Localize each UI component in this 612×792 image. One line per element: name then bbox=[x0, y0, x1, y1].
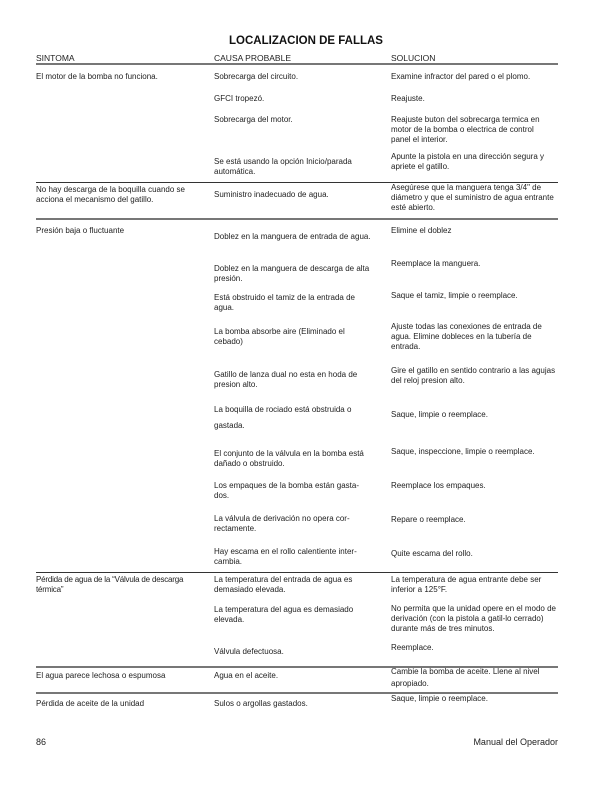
solution: Reemplace. bbox=[391, 643, 434, 652]
cause: Se está usando la opción Inicio/parada automática. bbox=[214, 157, 352, 176]
divider bbox=[36, 63, 558, 65]
solution: La temperatura de agua entrante debe ser inferior a 125°F. bbox=[391, 575, 542, 594]
solution: Saque el tamiz, limpie o reemplace. bbox=[391, 291, 518, 300]
cause: Gatillo de lanza dual no esta en hoda de presion alto. bbox=[214, 370, 358, 389]
cause: GFCI tropezó. bbox=[214, 94, 265, 103]
manual-title: Manual del Operador bbox=[473, 737, 558, 747]
solution: Ajuste todas las conexiones de entrada de agua. Elimine dobleces en la tubería de entrada. bbox=[391, 322, 542, 351]
cause: Agua en el aceite. bbox=[214, 671, 279, 680]
solution: No permita que la unidad opere en el modo de derivación (con la pistola a gatil-lo cerrado) durante más de tres minutos. bbox=[391, 604, 556, 633]
solution: Cambie la bomba de aceite. Llene al nivel apropiado. bbox=[391, 667, 540, 688]
solution: Reemplace los empaques. bbox=[391, 481, 486, 490]
solution: Reajuste buton del sobrecarga termica en motor de la bomba o electrica de control panel el interior. bbox=[391, 115, 540, 144]
cause: Doblez en la manguera de entrada de agua. bbox=[214, 232, 371, 241]
symptom: No hay descarga de la boquilla cuando se acciona el mecanismo del gatillo. bbox=[36, 185, 185, 204]
cause: La temperatura del entrada de agua es demasiado elevada. bbox=[214, 575, 353, 594]
symptom: Pérdida de agua de la “Válvula de descarga térmica” bbox=[36, 575, 184, 594]
solution: Saque, limpie o reemplace. bbox=[391, 694, 488, 703]
solution: Reemplace la manguera. bbox=[391, 259, 481, 268]
solution: Asegúrese que la manguera tenga 3/4" de diámetro y que el suministro de agua entrante esté abierto. bbox=[391, 183, 554, 212]
header-solution: SOLUCION bbox=[391, 53, 436, 63]
cause: La boquilla de rociado está obstruida o bbox=[214, 405, 352, 414]
solution: Elimine el doblez bbox=[391, 226, 452, 235]
cause: Está obstruido el tamiz de la entrada de agua. bbox=[214, 293, 355, 312]
divider bbox=[36, 572, 558, 573]
solution: Apunte la pistola en una dirección segura y apriete el gatillo. bbox=[391, 152, 544, 171]
page-number: 86 bbox=[36, 737, 47, 747]
cause: La bomba absorbe aire (Eliminado el cebado) bbox=[214, 327, 345, 346]
solution: Saque, limpie o reemplace. bbox=[391, 410, 488, 419]
divider bbox=[36, 218, 558, 220]
cause: Los empaques de la bomba están gasta-dos. bbox=[214, 481, 359, 500]
symptom: Pérdida de aceite de la unidad bbox=[36, 699, 145, 708]
solution: Reajuste. bbox=[391, 94, 425, 103]
symptom: El motor de la bomba no funciona. bbox=[36, 72, 158, 81]
cause: Suministro inadecuado de agua. bbox=[214, 190, 329, 199]
cause: Sulos o argollas gastados. bbox=[214, 699, 308, 708]
cause: El conjunto de la válvula en la bomba está dañado o obstruido. bbox=[214, 449, 364, 468]
cause: Hay escama en el rollo calentiente inter-cambia. bbox=[214, 547, 357, 566]
solution: Gire el gatillo en sentido contrario a las agujas del reloj presion alto. bbox=[391, 366, 556, 385]
header-symptom: SINTOMA bbox=[36, 53, 75, 63]
solution: Saque, inspeccione, limpie o reemplace. bbox=[391, 447, 535, 456]
cause: La válvula de derivación no opera cor-rectamente. bbox=[214, 514, 350, 533]
cause: Doblez en la manguera de descarga de alta presión. bbox=[214, 264, 370, 283]
cause: Sobrecarga del motor. bbox=[214, 115, 293, 124]
cause: La temperatura del agua es demasiado elevada. bbox=[214, 605, 354, 624]
symptom: El agua parece lechosa o espumosa bbox=[36, 671, 166, 680]
cause: gastada. bbox=[214, 421, 245, 430]
page-title: LOCALIZACION DE FALLAS bbox=[229, 35, 383, 47]
symptom: Presión baja o fluctuante bbox=[36, 226, 125, 235]
cause: Sobrecarga del circuito. bbox=[214, 72, 299, 81]
cause: Válvula defectuosa. bbox=[214, 647, 284, 656]
solution: Repare o reemplace. bbox=[391, 515, 466, 524]
solution: Examine infractor del pared o el plomo. bbox=[391, 72, 531, 81]
header-cause: CAUSA PROBABLE bbox=[214, 53, 292, 63]
solution: Quite escama del rollo. bbox=[391, 549, 473, 558]
